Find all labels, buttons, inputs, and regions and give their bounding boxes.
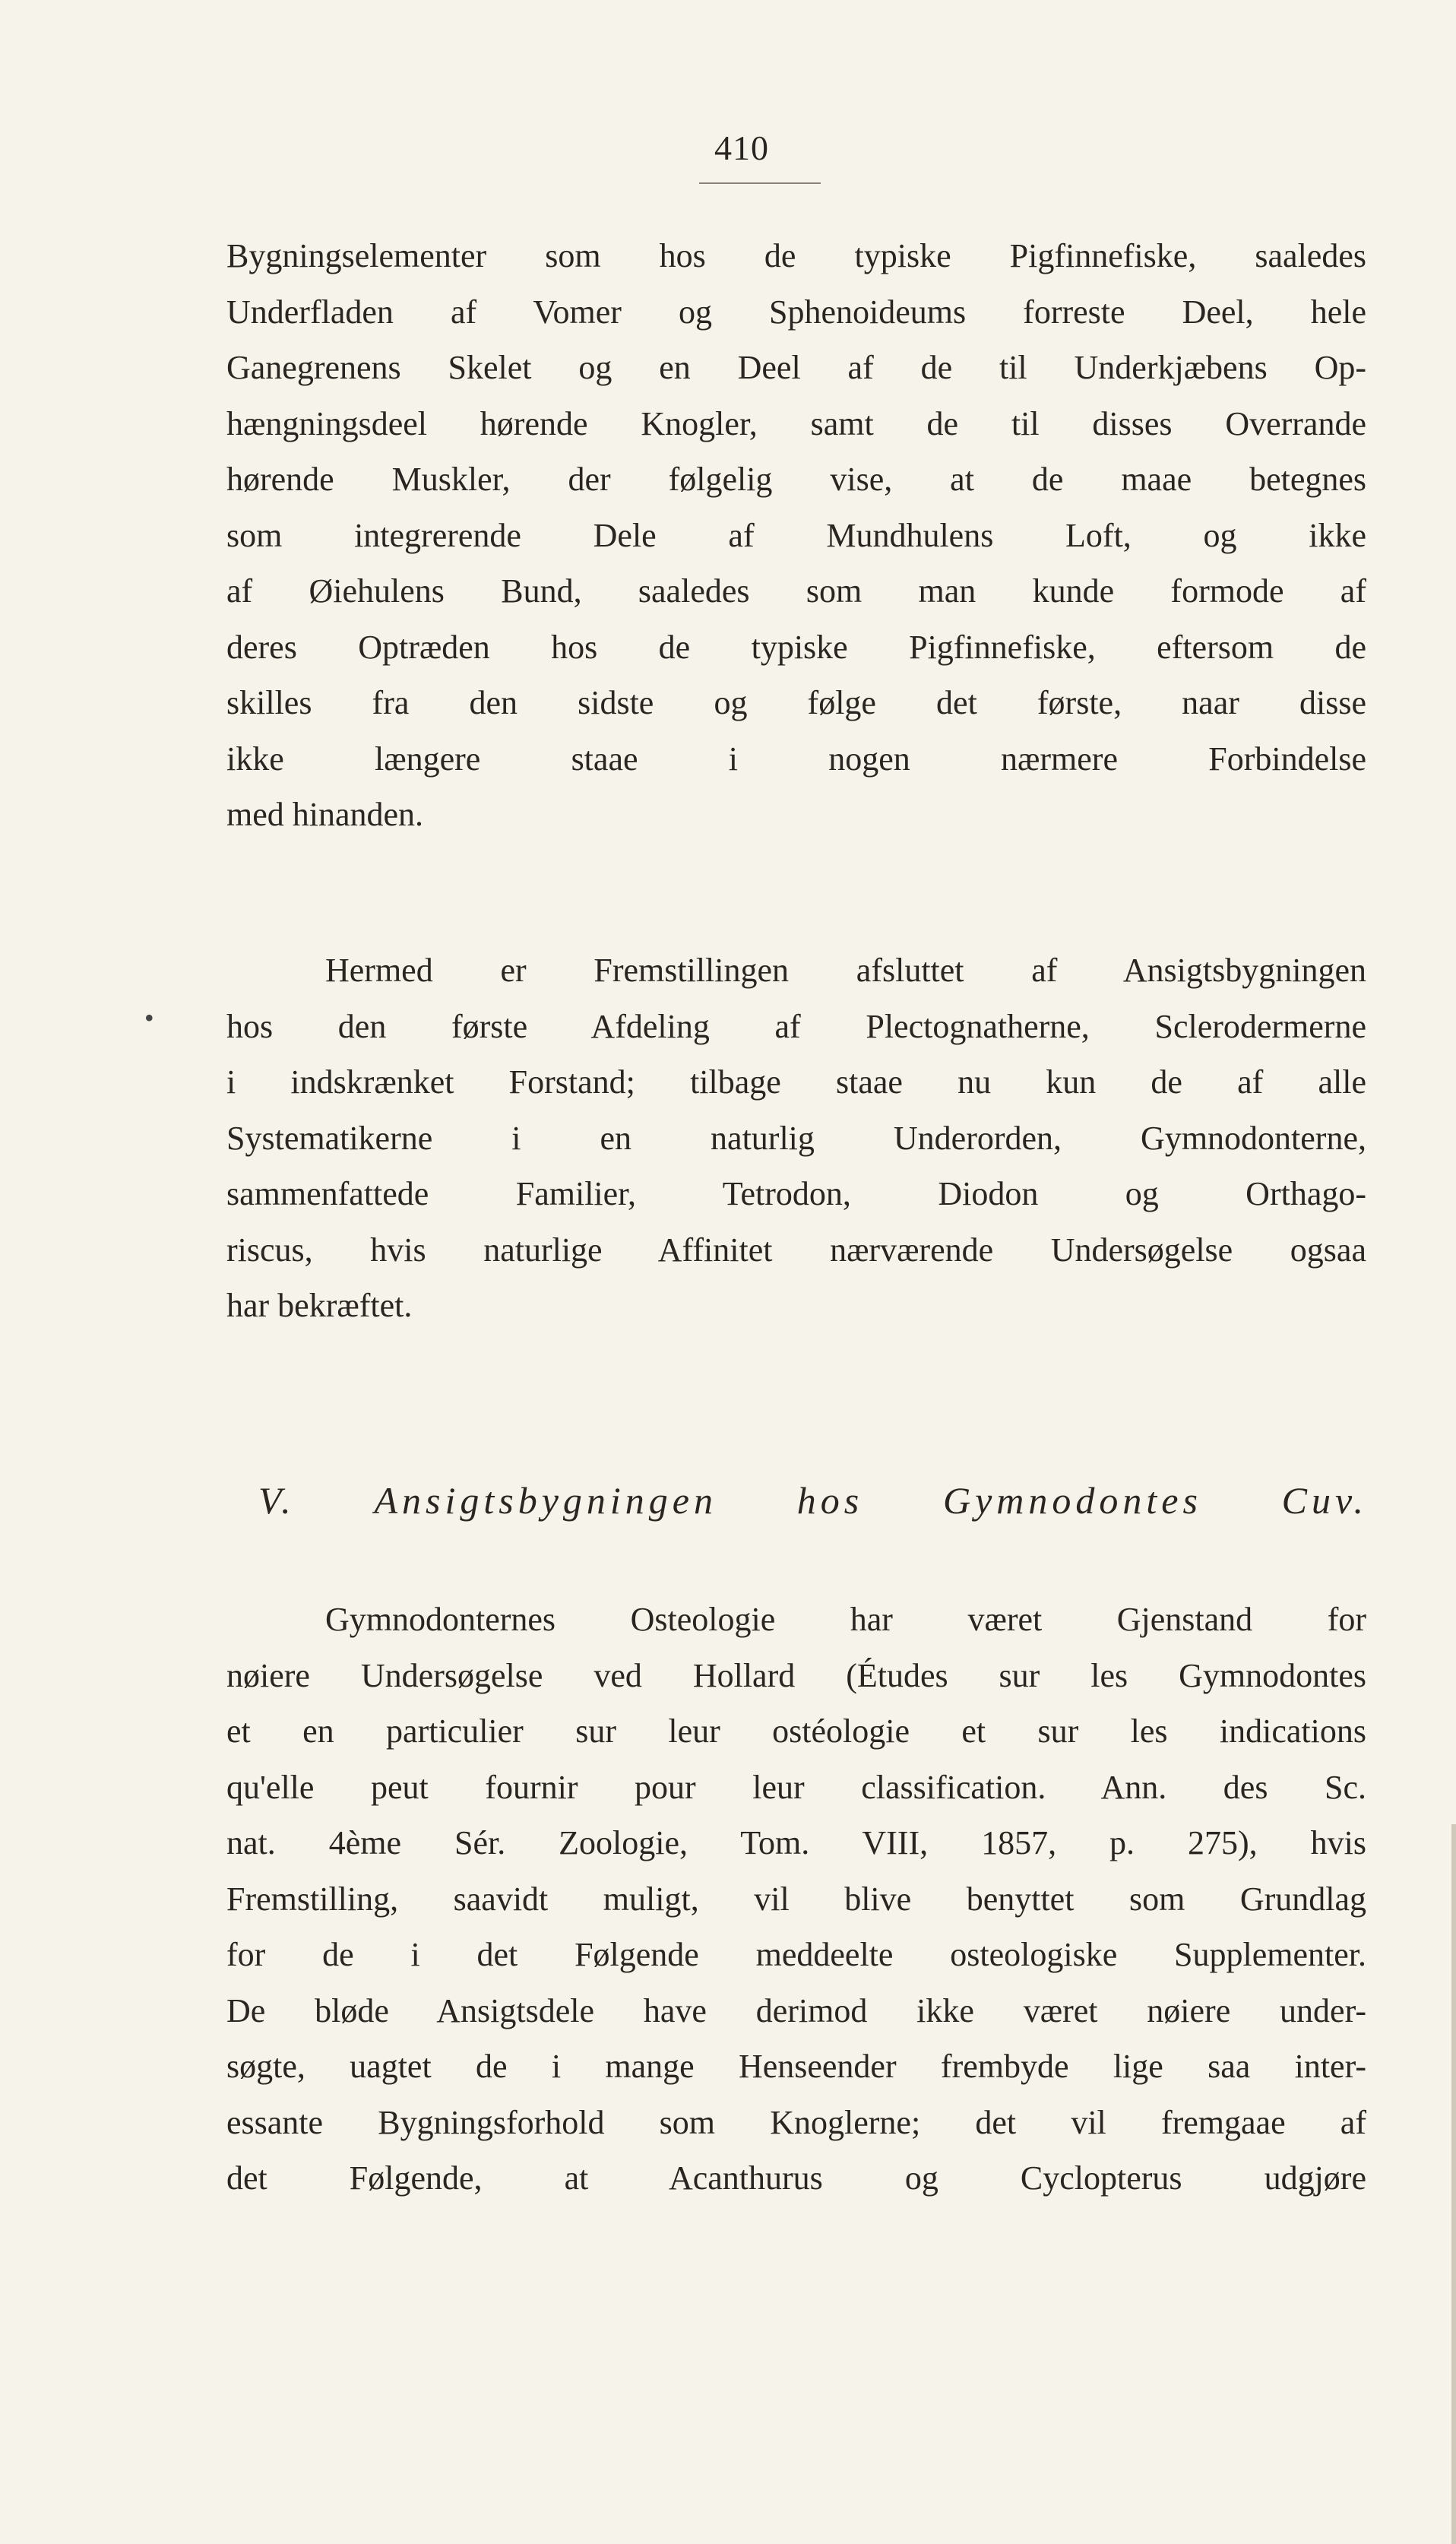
- text-line: hængningsdeel hørende Knogler, samt de til disses Overrande: [226, 404, 1366, 442]
- text-line: Hermed er Fremstillingen afsluttet af Ansigtsbygningen: [325, 952, 1366, 989]
- text-line: som integrerende Dele af Mundhulens Loft, og ikke: [226, 516, 1366, 554]
- text-line: det Følgende, at Acanthurus og Cyclopterus udgjøre: [226, 2159, 1366, 2197]
- text-line: Bygningselementer som hos de typiske Pigfinnefiske, saaledes: [226, 237, 1366, 274]
- paragraph-3: [226, 1592, 1366, 2207]
- page-number: 410: [714, 128, 769, 167]
- text-line: qu'elle peut fournir pour leur classification. Ann. des Sc.: [226, 1768, 1366, 1806]
- text-line: har bekræftet.: [226, 1287, 413, 1324]
- text-line: med hinanden.: [226, 796, 424, 833]
- text-line: et en particulier sur leur ostéologie et sur les indications: [226, 1712, 1366, 1750]
- section-heading: V. Ansigtsbygningen hos Gymnodontes Cuv.: [258, 1479, 1368, 1522]
- text-line: af Øiehulens Bund, saaledes som man kunde formode af: [226, 572, 1366, 610]
- text-line: søgte, uagtet de i mange Henseender frembyde lige saa inter-: [226, 2048, 1366, 2085]
- text-line: hos den første Afdeling af Plectognatherne, Sclerodermerne: [226, 1007, 1366, 1045]
- paragraph-1: [226, 228, 1366, 843]
- text-line: riscus, hvis naturlige Affinitet nærværende Undersøgelse ogsaa: [226, 1231, 1366, 1269]
- text-line: Systematikerne i en naturlig Underorden, Gymnodonterne,: [226, 1119, 1366, 1157]
- text-line: De bløde Ansigtsdele have derimod ikke været nøiere under-: [226, 1991, 1366, 2029]
- text-line: skilles fra den sidste og følge det første, naar disse: [226, 684, 1366, 721]
- text-line: Fremstilling, saavidt muligt, vil blive benyttet som Grundlag: [226, 1880, 1366, 1918]
- text-line: sammenfattede Familier, Tetrodon, Diodon og Orthago-: [226, 1175, 1366, 1212]
- text-line: Underfladen af Vomer og Sphenoideums forreste Deel, hele: [226, 293, 1366, 331]
- text-line: essante Bygningsforhold som Knoglerne; det vil fremgaae af: [226, 2103, 1366, 2141]
- text-line: i indskrænket Forstand; tilbage staae nu kun de af alle: [226, 1063, 1366, 1101]
- scan-edge-shadow: [1451, 1824, 1456, 2544]
- text-line: nat. 4ème Sér. Zoologie, Tom. VIII, 1857, p. 275), hvis: [226, 1824, 1366, 1861]
- text-line: deres Optræden hos de typiske Pigfinnefiske, eftersom de: [226, 628, 1366, 666]
- text-line: hørende Muskler, der følgelig vise, at de maae betegnes: [226, 461, 1366, 498]
- text-line: nøiere Undersøgelse ved Hollard (Études sur les Gymnodontes: [226, 1656, 1366, 1694]
- text-line: Gymnodonternes Osteologie har været Gjenstand for: [325, 1601, 1366, 1638]
- text-line: for de i det Følgende meddeelte osteologiske Supplementer.: [226, 1936, 1366, 1973]
- text-line: ikke længere staae i nogen nærmere Forbindelse: [226, 740, 1366, 778]
- margin-dot: •: [144, 1003, 154, 1033]
- page-number-rule: [699, 182, 821, 184]
- paragraph-2: [226, 943, 1366, 1334]
- text-line: Ganegrenens Skelet og en Deel af de til Underkjæbens Op-: [226, 349, 1366, 386]
